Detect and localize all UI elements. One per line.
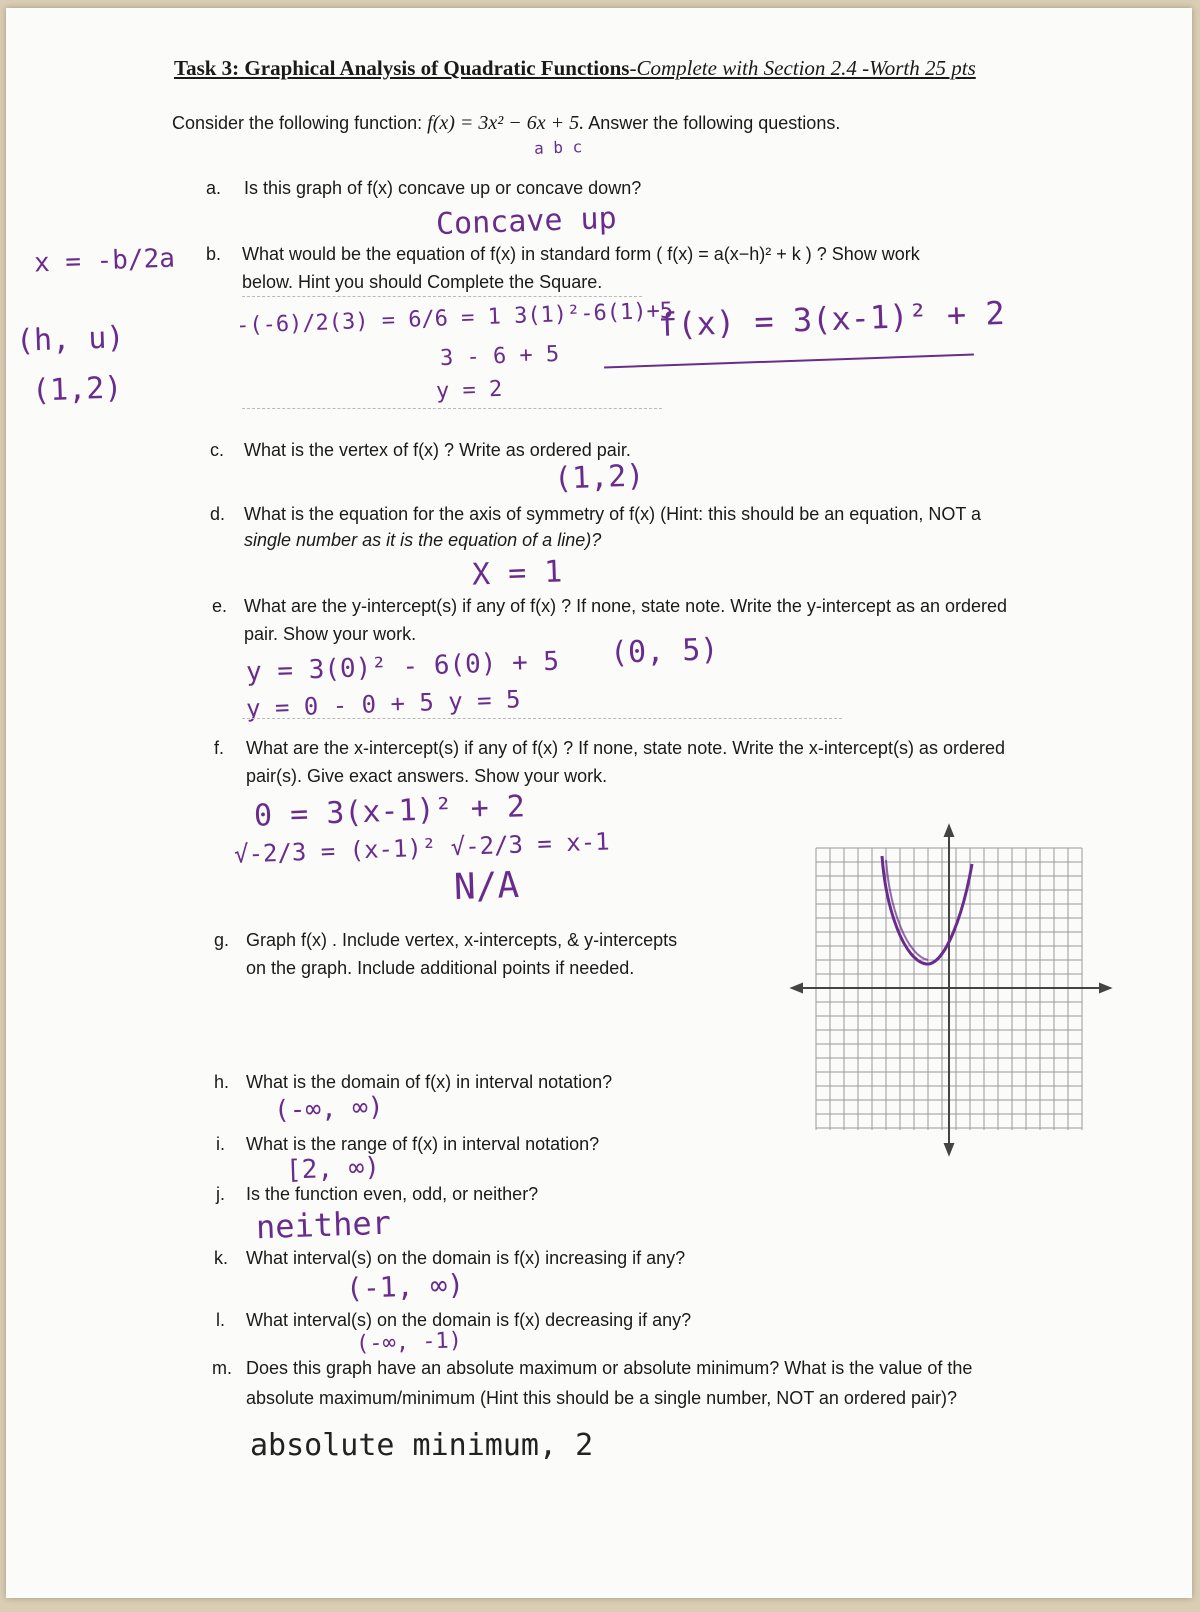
- intro-line: Consider the following function: f(x) = 3x² − 6x + 5. Answer the following questions.: [172, 112, 841, 134]
- question-e-letter: e.: [212, 596, 228, 616]
- answer-b: f(x) = 3(x-1)² + 2: [657, 293, 1006, 345]
- question-k-letter: k.: [214, 1248, 229, 1268]
- margin-note-vertex-formula: x = -b/2a: [33, 243, 176, 279]
- function-definition: f(x) = 3x² − 6x + 5.: [427, 112, 585, 134]
- work-b-2: 3 - 6 + 5: [439, 341, 560, 372]
- margin-note-point: (1,2): [31, 370, 123, 409]
- question-a-text: Is this graph of f(x) concave up or concave down?: [244, 178, 642, 198]
- question-b-letter: b.: [206, 244, 222, 264]
- question-f-text: What are the x-intercept(s) if any of f(x) ? If none, state note. Write the x-intercept(s) as ordered: [246, 738, 1005, 758]
- question-e-text: What are the y-intercept(s) if any of f(x) ? If none, state note. Write the y-intercept as an ordered: [244, 596, 1008, 616]
- answer-b-underline: [604, 354, 974, 369]
- graph-axes: [792, 826, 1110, 1154]
- answer-d: X = 1: [471, 554, 563, 593]
- question-d-text: What is the equation for the axis of symmetry of f(x) (Hint: this should be an equation, NOT a: [244, 504, 982, 524]
- question-g-letter: g.: [214, 930, 230, 950]
- question-j-text: Is the function even, odd, or neither?: [246, 1184, 539, 1204]
- question-j-letter: j.: [216, 1184, 225, 1204]
- question-i-text: What is the range of f(x) in interval notation?: [246, 1134, 600, 1154]
- margin-note-hk: (h, u): [15, 320, 125, 359]
- answer-k: (-1, ∞): [345, 1267, 465, 1306]
- question-f-letter: f.: [214, 738, 225, 758]
- question-d-text-cont: single number as it is the equation of a line)?: [244, 530, 602, 550]
- answer-m: absolute minimum, 2: [250, 1428, 594, 1463]
- work-e-2: y = 0 - 0 + 5 y = 5: [245, 685, 521, 723]
- answer-f: N/A: [453, 864, 520, 909]
- answer-c: (1,2): [553, 458, 645, 497]
- question-c-text: What is the vertex of f(x) ? Write as ordered pair.: [244, 440, 631, 460]
- coordinate-grid: [786, 820, 1116, 1160]
- question-i-letter: i.: [216, 1134, 225, 1154]
- question-m-text: Does this graph have an absolute maximum or absolute minimum? What is the value of the: [246, 1358, 973, 1378]
- answer-j: neither: [255, 1203, 392, 1247]
- work-f-2: √-2/3 = (x-1)² √-2/3 = x-1: [233, 827, 611, 869]
- work-e-1: y = 3(0)² - 6(0) + 5: [245, 646, 560, 688]
- question-c-letter: c.: [210, 440, 225, 460]
- question-b-text-cont: below. Hint you should Complete the Square.: [242, 272, 603, 292]
- work-line: [242, 718, 842, 719]
- answer-a: Concave up: [435, 200, 618, 243]
- coefficient-marks: a b c: [533, 137, 583, 158]
- answer-h: (-∞, ∞): [273, 1092, 385, 1126]
- work-b-3: y = 2: [435, 376, 503, 405]
- question-f-text-cont: pair(s). Give exact answers. Show your work.: [246, 766, 608, 786]
- question-g-text-cont: on the graph. Include additional points if needed.: [246, 958, 635, 978]
- question-m-text-cont: absolute maximum/minimum (Hint this should be a single number, NOT an ordered pair)?: [246, 1388, 957, 1408]
- question-g-text: Graph f(x) . Include vertex, x-intercepts, & y-intercepts: [246, 930, 678, 950]
- question-h-letter: h.: [214, 1072, 230, 1092]
- question-k-text: What interval(s) on the domain is f(x) increasing if any?: [246, 1248, 686, 1268]
- question-a-letter: a.: [206, 178, 222, 198]
- worksheet-page: [6, 8, 1192, 1598]
- answer-e: (0, 5): [609, 632, 719, 671]
- question-e-text-cont: pair. Show your work.: [244, 624, 417, 644]
- answer-l: (-∞, -1): [355, 1328, 463, 1357]
- work-f-1: 0 = 3(x-1)² + 2: [253, 789, 526, 834]
- question-d-letter: d.: [210, 504, 226, 524]
- answer-i: [2, ∞): [285, 1152, 381, 1186]
- work-b-1: -(-6)/2(3) = 6/6 = 1 3(1)²-6(1)+5: [235, 298, 674, 339]
- question-l-text: What interval(s) on the domain is f(x) decreasing if any?: [246, 1310, 692, 1330]
- question-h-text: What is the domain of f(x) in interval notation?: [246, 1072, 613, 1092]
- work-line: [242, 296, 642, 297]
- work-line: [242, 408, 662, 409]
- worksheet-title: Task 3: Graphical Analysis of Quadratic Functions-Complete with Section 2.4 -Worth 25 pts: [174, 56, 976, 80]
- question-m-letter: m.: [212, 1358, 232, 1378]
- question-l-letter: l.: [216, 1310, 225, 1330]
- question-b-text: What would be the equation of f(x) in standard form ( f(x) = a(x−h)² + k ) ? Show work: [242, 244, 920, 264]
